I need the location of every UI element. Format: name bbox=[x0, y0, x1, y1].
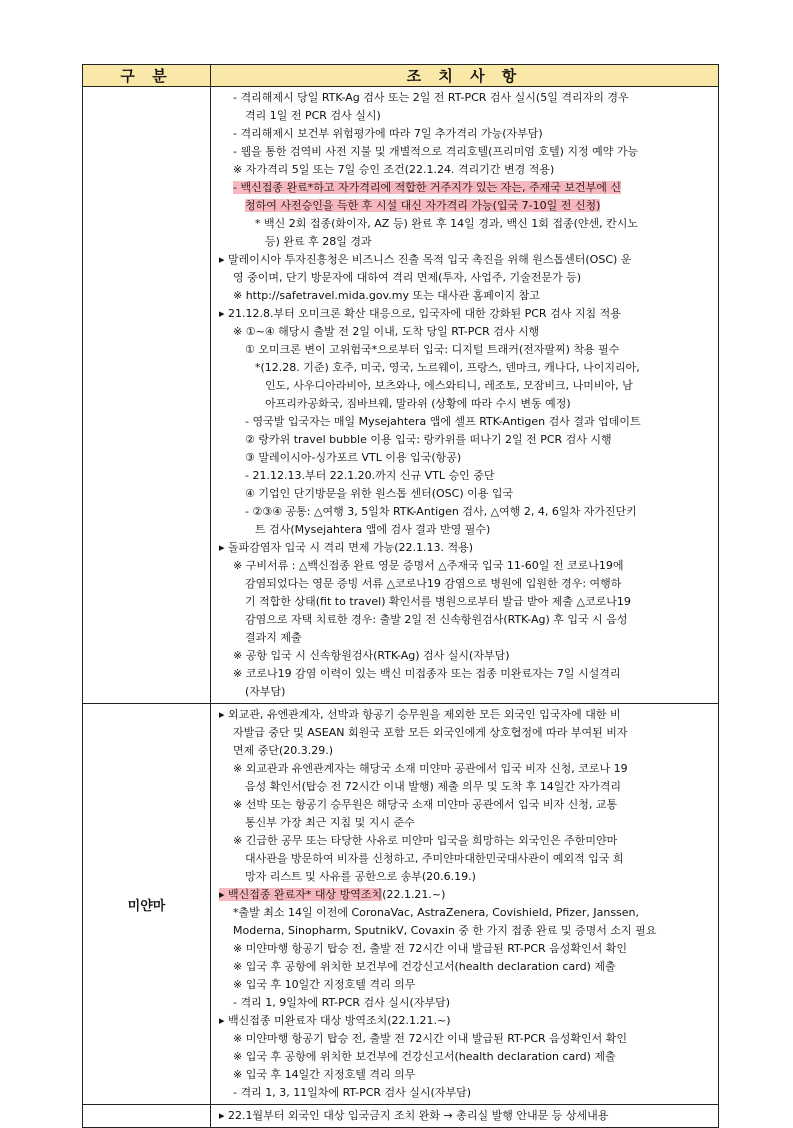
measures-cell bbox=[211, 704, 719, 1105]
measure-line: - 21.12.13.부터 22.1.20.까지 신규 VTL 승인 중단 bbox=[245, 469, 495, 482]
highlighted-text: 청하여 사전승인을 득한 후 시설 대신 자가격리 가능(입국 7-10일 전 신청) bbox=[245, 199, 601, 212]
measures-cell bbox=[211, 1105, 719, 1128]
measure-line: ※ 선박 또는 항공기 승무원은 해당국 소재 미얀마 공관에서 입국 비자 신청, 교통 bbox=[233, 798, 618, 811]
measure-line: - ②③④ 공통: △여행 3, 5일차 RTK-Antigen 검사, △여행 2, 4, 6일차 자가진단키 bbox=[245, 505, 637, 518]
measure-line: 음성 확인서(탑승 전 72시간 이내 발행) 제출 의무 및 도착 후 14일간 자가격리 bbox=[245, 780, 622, 793]
measure-line: ※ 구비서류 : △백신접종 완료 영문 증명서 △주재국 입국 11-60일 전 코로나19에 bbox=[233, 559, 624, 572]
measure-line: 자발급 중단 및 ASEAN 회원국 포함 모든 외국인에게 상호협정에 따라 부여된 비자 bbox=[233, 726, 628, 739]
country-cell bbox=[83, 87, 211, 704]
measure-line: - 영국발 입국자는 매일 Mysejahtera 앱에 셀프 RTK-Antigen 검사 결과 업데이트 bbox=[245, 415, 641, 428]
measures-cell bbox=[211, 87, 719, 704]
measure-line: ※ ①~④ 해당시 출발 전 2일 이내, 도착 당일 RT-PCR 검사 시행 bbox=[233, 325, 540, 338]
measure-line bbox=[219, 197, 712, 215]
measure-line: 트 검사(Mysejahtera 앱에 검사 결과 반영 필수) bbox=[255, 523, 491, 536]
measure-line: 등) 완료 후 28일 경과 bbox=[265, 235, 372, 248]
table-row bbox=[83, 87, 719, 704]
measure-line: 결과지 제출 bbox=[245, 631, 302, 644]
measure-line bbox=[219, 179, 712, 197]
measure-line: ※ 미얀마행 항공기 탑승 전, 출발 전 72시간 이내 발급된 RT-PCR 음성확인서 확인 bbox=[233, 1032, 628, 1045]
measure-line: ※ 미얀마행 항공기 탑승 전, 출발 전 72시간 이내 발급된 RT-PCR 음성확인서 확인 bbox=[233, 942, 628, 955]
measure-line: ▸ 백신접종 완료자* 대상 방역조치(22.1.21.~) bbox=[219, 888, 446, 901]
country-cell: 미얀마 bbox=[83, 704, 211, 1105]
measure-line: ① 오미크론 변이 고위험국*으로부터 입국: 디지털 트래커(전자팔찌) 착용 필수 bbox=[245, 343, 620, 356]
measure-line: Moderna, Sinopharm, SputnikV, Covaxin 중 한 가지 접종 완료 및 증명서 소지 필요 bbox=[233, 924, 657, 937]
measure-line: 영 중이며, 단기 방문자에 대하여 격리 면제(투자, 사업주, 기술전문가 등) bbox=[233, 271, 582, 284]
measure-line: ※ 자가격리 5일 또는 7일 승인 조건(22.1.24. 격리기간 변경 적용) bbox=[233, 163, 555, 176]
measure-line: 감염되었다는 영문 증빙 서류 △코로나19 감염으로 병원에 입원한 경우: 여행하 bbox=[245, 577, 622, 590]
measure-line: 인도, 사우디아라비아, 보츠와나, 에스와티니, 레조토, 모잠비크, 나미비아, 남 bbox=[265, 379, 633, 392]
measure-line: ▸ 21.12.8.부터 오미크론 확산 대응으로, 입국자에 대한 강화된 PCR 검사 지침 적용 bbox=[219, 307, 621, 320]
highlighted-text: ▸ 백신접종 완료자* 대상 방역조치 bbox=[219, 888, 383, 901]
measure-line: ※ 입국 후 공항에 위치한 보건부에 건강신고서(health declaration card) 제출 bbox=[233, 960, 616, 973]
header-measures: 조 치 사 항 bbox=[211, 65, 719, 87]
measure-line: * 백신 2회 접종(화이자, AZ 등) 완료 후 14일 경과, 백신 1회 접종(얀센, 칸시노 bbox=[255, 217, 639, 230]
table-row bbox=[83, 704, 719, 1105]
measure-line: ▸ 돌파감염자 입국 시 격리 면제 가능(22.1.13. 적용) bbox=[219, 541, 474, 554]
measure-line: - 격리해제시 당일 RTK-Ag 검사 또는 2일 전 RT-PCR 검사 실시(5일 격리자의 경우 bbox=[233, 91, 629, 104]
measure-line: - 격리 1, 9일차에 RT-PCR 검사 실시(자부담) bbox=[233, 996, 451, 1009]
measure-line: ※ 공항 입국 시 신속항원검사(RTK-Ag) 검사 실시(자부담) bbox=[233, 649, 510, 662]
measure-line: *(12.28. 기준) 호주, 미국, 영국, 노르웨이, 프랑스, 덴마크, 캐나다, 나이지리아, bbox=[255, 361, 640, 374]
header-category: 구 분 bbox=[83, 65, 211, 87]
measure-line: ② 랑카위 travel bubble 이용 입국: 랑카위를 떠나기 2일 전 PCR 검사 시행 bbox=[245, 433, 612, 446]
measure-line: 아프리카공화국, 짐바브웨, 말라위 (상황에 따라 수시 변동 예정) bbox=[265, 397, 571, 410]
measure-line: - 격리해제시 보건부 위험평가에 따라 7일 추가격리 가능(자부담) bbox=[233, 127, 543, 140]
measure-line: 기 적합한 상태(fit to travel) 확인서를 병원으로부터 발급 받아 제출 △코로나19 bbox=[245, 595, 631, 608]
measure-line: 감염으로 자택 치료한 경우: 출발 2일 전 신속항원검사(RTK-Ag) 후 입국 시 음성 bbox=[245, 613, 628, 626]
measure-line: ▸ 말레이시아 투자진흥청은 비즈니스 진출 목적 입국 촉진을 위해 원스톱센터(OSC) 운 bbox=[219, 253, 632, 266]
table-header-row bbox=[83, 65, 719, 87]
measure-line: ▸ 백신접종 미완료자 대상 방역조치(22.1.21.~) bbox=[219, 1014, 451, 1027]
measure-line: ▸ 22.1월부터 외국인 대상 입국금지 조치 완화 → 총리실 발행 안내문 등 상세내용 bbox=[219, 1109, 609, 1122]
measure-line: 격리 1일 전 PCR 검사 실시) bbox=[245, 109, 381, 122]
country-cell bbox=[83, 1105, 211, 1128]
measure-line: ▸ 외교관, 유엔관계자, 선박과 항공기 승무원을 제외한 모든 외국인 입국자에 대한 비 bbox=[219, 708, 621, 721]
highlighted-text: - 백신접종 완료*하고 자가격리에 적합한 거주지가 있는 자는, 주재국 보건부에 신 bbox=[233, 181, 621, 194]
measure-line: ※ 코로나19 감염 이력이 있는 백신 미접종자 또는 접종 미완료자는 7일 시설격리 bbox=[233, 667, 621, 680]
measure-line: ※ 입국 후 14일간 지정호텔 격리 의무 bbox=[233, 1068, 416, 1081]
measure-line: ④ 기업인 단기방문을 위한 원스톱 센터(OSC) 이용 입국 bbox=[245, 487, 514, 500]
table-row bbox=[83, 1105, 719, 1128]
measure-line: 대사관을 방문하여 비자를 신청하고, 주미얀마대한민국대사관이 예외적 입국 희 bbox=[245, 852, 624, 865]
measure-line: - 웹을 통한 검역비 사전 지불 및 개별적으로 격리호텔(프리미엄 호텔) 지정 예약 가능 bbox=[233, 145, 639, 158]
measure-line: *출발 최소 14일 이전에 CoronaVac, AstraZenera, Covishield, Pfizer, Janssen, bbox=[233, 906, 640, 919]
measure-line: 통신부 가장 최근 지침 및 지시 준수 bbox=[245, 816, 415, 829]
measure-line: (자부담) bbox=[245, 685, 286, 698]
measure-line: ※ http://safetravel.mida.gov.my 또는 대사관 홈페이지 참고 bbox=[233, 289, 540, 302]
measures-table bbox=[82, 64, 719, 1128]
measure-line: 면제 중단(20.3.29.) bbox=[233, 744, 334, 757]
measure-line: ※ 입국 후 10일간 지정호텔 격리 의무 bbox=[233, 978, 416, 991]
measure-line: ※ 긴급한 공무 또는 타당한 사유로 미얀마 입국을 희망하는 외국인은 주한미얀마 bbox=[233, 834, 618, 847]
measure-line: ※ 입국 후 공항에 위치한 보건부에 건강신고서(health declaration card) 제출 bbox=[233, 1050, 616, 1063]
measure-line: - 격리 1, 3, 11일차에 RT-PCR 검사 실시(자부담) bbox=[233, 1086, 472, 1099]
measure-line: ※ 외교관과 유엔관계자는 해당국 소재 미얀마 공관에서 입국 비자 신청, 코로나 19 bbox=[233, 762, 628, 775]
measure-line: 망자 리스트 및 사유를 공한으로 송부(20.6.19.) bbox=[245, 870, 476, 883]
measure-line: ③ 말레이시아-싱가포르 VTL 이용 입국(항공) bbox=[245, 451, 462, 464]
